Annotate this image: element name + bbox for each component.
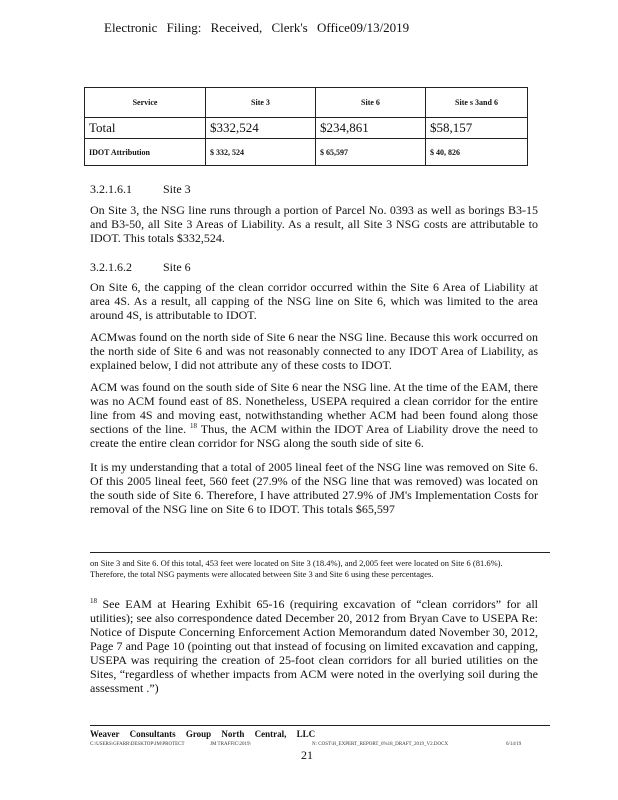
footnote-divider [90, 552, 550, 553]
site-3-paragraph: On Site 3, the NSG line runs through a portion of Parcel No. 0393 as well as borings B3-15 and B3-50, all Site 3 Areas of Liability. As a result, all Site 3 NSG costs are attributable to IDOT. This totals $332,524. [90, 203, 538, 245]
footnote-18 [90, 597, 538, 695]
footnote-continued: on Site 3 and Site 6. Of this total, 453 feet were located on Site 3 (18.4%), and 2,005 feet were located on Site 6 (81.6%). Therefore, the total NSG payments were allocated between Site 3 and Site 6 using these percentages. [90, 558, 503, 579]
section-title: Site 6 [163, 260, 191, 274]
table-header-cell: Site s 3and 6 [426, 88, 528, 118]
table-cell: $ 40, 826 [426, 139, 528, 166]
section-title: Site 3 [163, 182, 191, 196]
footer-divider [90, 725, 550, 726]
table-header-row [85, 88, 528, 118]
paragraph-text: Thus, the ACM within the IDOT Area of Liability drove the need to create the entire clean corridor for NSG along the south side of site 6. [90, 422, 538, 450]
page-number: 21 [301, 748, 313, 762]
table-cell: $58,157 [426, 118, 528, 139]
table-header-cell: Site 6 [316, 88, 426, 118]
table-cell: $ 65,597 [316, 139, 426, 166]
footer-file-path: C:\USERS\GFARR\DESKTOP\JM\PROTECT [90, 742, 185, 747]
table-row-total [85, 118, 528, 139]
site-6-paragraph-south-acm [90, 380, 538, 450]
site-6-paragraph-lineal-feet: It is my understanding that a total of 2005 lineal feet of the NSG line was removed on Site 6. Of this 2005 lineal feet, 560 feet (27.9% of the NSG line that was removed) was located on the south side of Site 6. Therefore, I have attributed 27.9% of JM's Implementation Costs for removal of the NSG line on Site 6 to IDOT. This totals $65,597 [90, 460, 538, 516]
footer-date: 6/14/19 [506, 742, 522, 747]
table-header-cell: Site 3 [206, 88, 316, 118]
footnote-text: See EAM at Hearing Exhibit 65-16 (requiring excavation of “clean corridors” for all utilities); see also correspondence dated December 20, 2012 from Bryan Cave to USEPA Re: Notice of Dispute Concerning Enforcement Action Memorandum dated November 30, 2012, Page 7 and Page 10 (pointing out that instead of focusing on limited excavation and capping, USEPA was requiring the creation of 25-foot clean corridors for all buried utilities on the Sites, “regardless of whether impacts from ACM were noted in the overlying soil during the assessment .”) [90, 597, 538, 695]
footer-company: Weaver Consultants Group North Central, LLC [90, 729, 316, 739]
footnote-reference-18: 18 [190, 422, 198, 430]
footer-file-path: N: COST\H_EXPERT_REPORT_6%18_DRAFT_2019_V2.DOCX [312, 742, 449, 747]
section-heading-site-6 [90, 260, 191, 275]
table-cell: Total [85, 118, 206, 139]
table-cell: $ 332, 524 [206, 139, 316, 166]
paragraph-text: ACM was found on the south side of Site 6 near the NSG line. At the time of the EAM, there was no ACM found east of 8S. Nonetheless, USEPA required a clean corridor for the entire line from 4S and moving east, notwithstanding whether ACM had been found along those sections of the line. [90, 380, 538, 436]
table-cell: IDOT Attribution [85, 139, 206, 166]
section-number: 3.2.1.6.2 [90, 260, 132, 274]
table-cell: $332,524 [206, 118, 316, 139]
site-6-paragraph-north-acm: ACMwas found on the north side of Site 6 near the NSG line. Because this work occurred on the north side of Site 6 and was not reasonably connected to any IDOT Area of Liability, as explained below, I did not attribute any of these costs to IDOT. [90, 330, 538, 372]
table-header-cell: Service [85, 88, 206, 118]
nsg-cost-table [84, 87, 528, 166]
table-row-idot-attribution [85, 139, 528, 166]
section-heading-site-3 [90, 182, 191, 197]
footnote-mark: 18 [90, 597, 97, 605]
table-cell: $234,861 [316, 118, 426, 139]
site-6-paragraph-capping: On Site 6, the capping of the clean corridor occurred within the Site 6 Area of Liability at area 4S. As a result, all capping of the NSG line on Site 6, which was limited to the area around 4S, is attributable to IDOT. [90, 280, 538, 322]
electronic-filing-header: Electronic Filing: Received, Clerk's Office09/13/2019 [104, 20, 410, 35]
section-number: 3.2.1.6.1 [90, 182, 132, 196]
footer-file-path: JM TRAFFIC\2019\ [210, 742, 251, 747]
